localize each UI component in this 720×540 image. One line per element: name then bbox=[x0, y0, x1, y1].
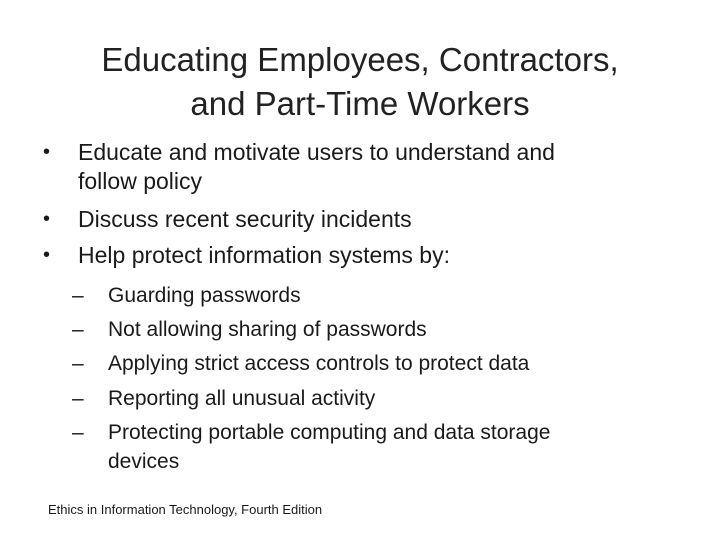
bullet-text-line-2: follow policy bbox=[78, 168, 202, 194]
slide-title-line-2: and Part-Time Workers bbox=[190, 85, 530, 122]
sub-bullet-text-line-2: devices bbox=[108, 450, 180, 473]
sub-bullet-text-line-1: Guarding passwords bbox=[108, 284, 301, 307]
sub-bullet-text-line-1: Applying strict access controls to protect data bbox=[108, 352, 530, 375]
sub-bullet-item-reporting bbox=[72, 384, 668, 413]
bullet-text-line-1: Discuss recent security incidents bbox=[78, 206, 412, 232]
sub-bullet-text-line-1: Protecting portable computing and data storage bbox=[108, 421, 551, 444]
dash-icon: – bbox=[72, 284, 84, 307]
bullet-text-line-1: Educate and motivate users to understand and bbox=[78, 139, 555, 165]
sub-bullet-text-line-1: Reporting all unusual activity bbox=[108, 387, 376, 410]
dash-icon: – bbox=[72, 318, 84, 341]
slide-title-line-1: Educating Employees, Contractors, bbox=[101, 41, 619, 78]
bullet-icon: • bbox=[43, 208, 51, 230]
dash-icon: – bbox=[72, 352, 84, 375]
sub-bullet-text-line-1: Not allowing sharing of passwords bbox=[108, 318, 427, 341]
bullet-icon: • bbox=[43, 244, 51, 266]
dash-icon: – bbox=[72, 387, 84, 410]
sub-bullet-item-guarding bbox=[72, 281, 668, 310]
sub-bullet-item-portable-devices bbox=[72, 418, 668, 476]
bullet-item-discuss bbox=[43, 205, 658, 234]
bullet-item-help-protect bbox=[43, 241, 658, 270]
bullet-item-educate bbox=[43, 138, 658, 196]
sub-bullet-item-access-controls bbox=[72, 349, 668, 378]
sub-bullet-item-sharing bbox=[72, 315, 668, 344]
slide-footer: Ethics in Information Technology, Fourth Edition bbox=[48, 502, 323, 517]
bullet-icon: • bbox=[43, 141, 51, 163]
bullet-text-line-1: Help protect information systems by: bbox=[78, 242, 450, 268]
slide-title bbox=[40, 38, 680, 126]
dash-icon: – bbox=[72, 421, 84, 444]
